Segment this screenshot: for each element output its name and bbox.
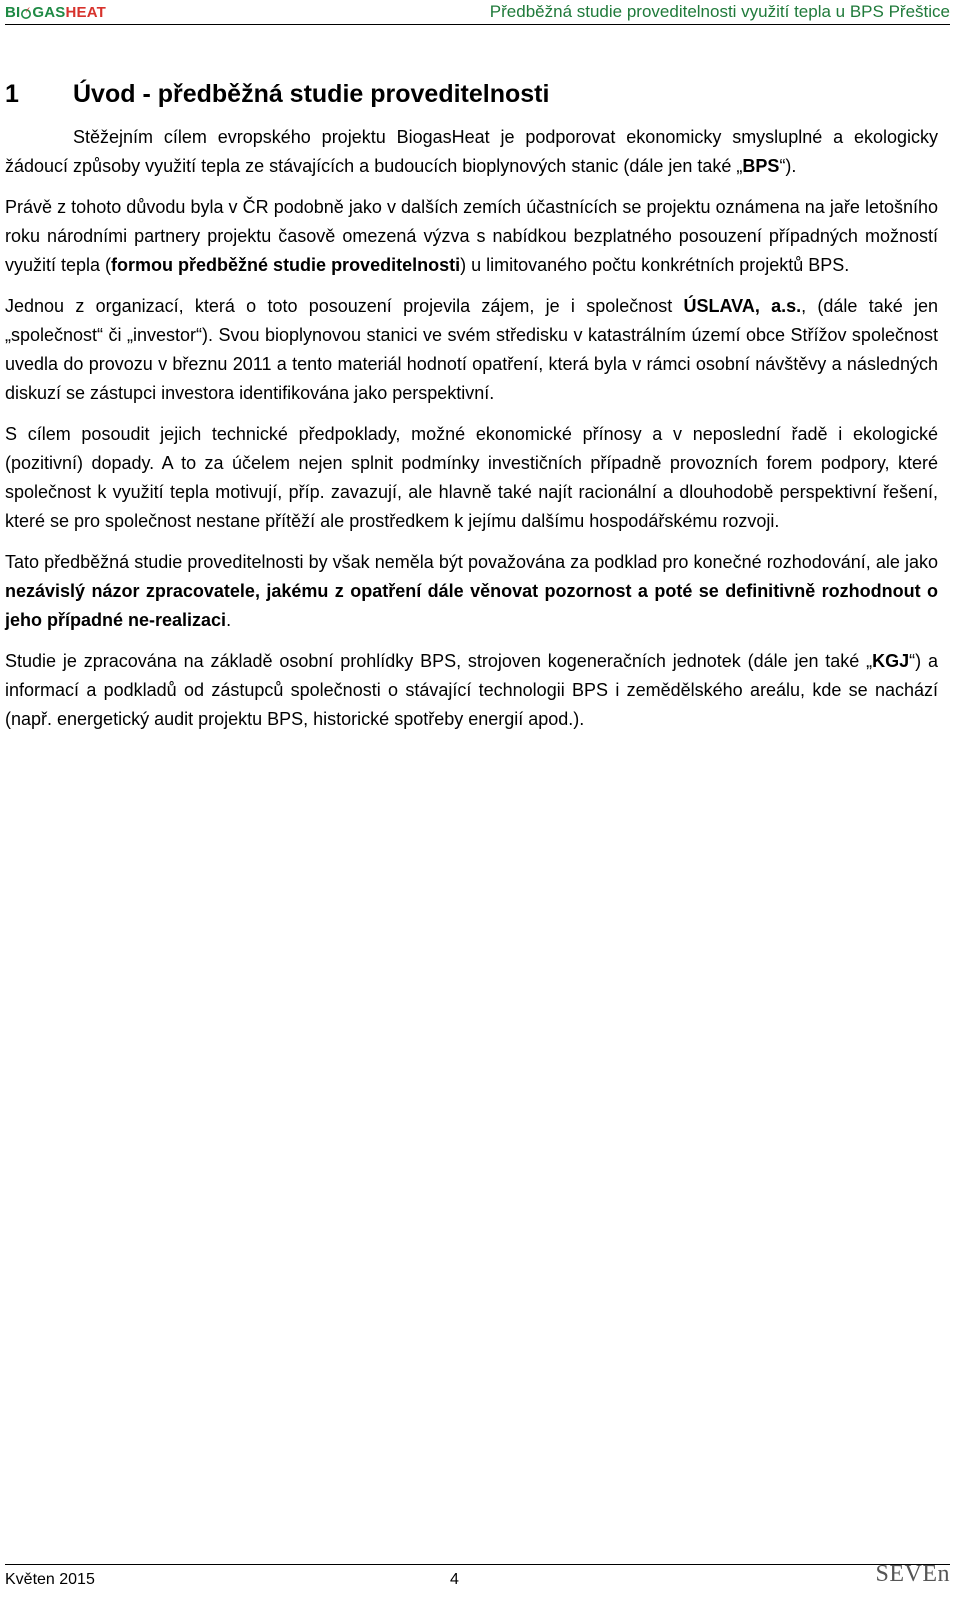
biogasheat-logo (5, 4, 106, 24)
paragraph-call: Právě z tohoto důvodu byla v ČR podobně jako v dalších zemích účastnících se projektu oznámena na jaře letošního roku národními partnery projektu časově omezená výzva s nabídkou bezplatného posouzení případných možností využití tepla (formou předběžné studie proveditelnosti) u limitovaného počtu konkrétních projektů BPS. (5, 197, 938, 275)
section-title: Úvod - předběžná studie proveditelnosti (73, 80, 550, 108)
leaf-icon (21, 7, 31, 19)
header-title: Předběžná studie proveditelnosti využití tepla u BPS Přeštice (489, 2, 950, 21)
page-header (5, 0, 950, 25)
seven-logo: SEVEn (875, 1560, 950, 1587)
main-content (5, 80, 938, 746)
paragraph-sources: Studie je zpracována na základě osobní prohlídky BPS, strojoven kogeneračních jednotek (dále jen také „KGJ“) a informací a podkladů od zástupců společnosti o stávající technologii BPS i zemědělského areálu, kde se nachází (např. energetický audit projektu BPS, historické spotřeby energií apod.). (5, 651, 938, 729)
paragraph-disclaimer: Tato předběžná studie proveditelnosti by však neměla být považována za podklad pro konečné rozhodování, ale jako nezávislý názor zpracovatele, jakému z opatření dále věnovat pozornost a poté se definitivně rozhodnout o jeho případné ne-realizaci. (5, 552, 938, 630)
section-number: 1 (5, 80, 19, 108)
paragraph-aim: S cílem posoudit jejich technické předpoklady, možné ekonomické přínosy a v neposlední řadě i ekologické (pozitivní) dopady. A to za účelem nejen splnit podmínky investičních případně provozních forem podpory, které společnost k využití tepla motivují, příp. zavazují, ale hlavně také najít racionální a dlouhodobě perspektivní řešení, které se pro společnost nestane přítěží ale prostředkem k jejímu dalšímu hospodářskému rozvoji. (5, 424, 938, 531)
page-number: 4 (450, 1571, 459, 1588)
logo-text-bio: BI (5, 4, 21, 21)
footer-date: Květen 2015 (5, 1571, 95, 1588)
section-heading (5, 80, 938, 109)
logo-text-gas: GAS (32, 4, 66, 21)
paragraph-investor: Jednou z organizací, která o toto posouzení projevila zájem, je i společnost ÚSLAVA, a.s., (dále také jen „společnost“ či „investor“). Svou bioplynovou stanici ve svém středisku v katastrálním území obce Střížov společnost uvedla do provozu v březnu 2011 a tento materiál hodnotí opatření, která byla v rámci osobní návštěvy a následných diskuzí se zástupci investora identifikována jako perspektivní. (5, 296, 939, 403)
logo-text-heat: HEAT (65, 4, 107, 21)
paragraph-goal: Stěžejním cílem evropského projektu BiogasHeat je podporovat ekonomicky smysluplné a ekologicky žádoucí způsoby využití tepla ze stávajících a budoucích bioplynových stanic (dále jen také „BPS“). (5, 127, 938, 176)
page-footer (5, 1560, 950, 1595)
